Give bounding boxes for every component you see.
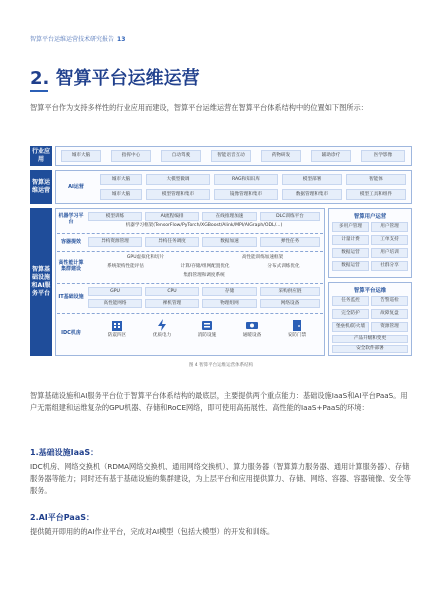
architecture-diagram xyxy=(30,146,412,370)
aiops-item: 城市大脑 xyxy=(100,189,142,200)
divider xyxy=(57,251,323,252)
it-item: CPU xyxy=(145,287,199,296)
user-ops-item: 工单支持 xyxy=(371,235,408,245)
divider xyxy=(57,283,323,284)
intro-paragraph: 智算平台作为支持多样性的行业应用而建设，智算平台运维运营在智算平台体系结构中的位置如下图所示： xyxy=(30,103,368,112)
ml-tool: AI流程编排 xyxy=(145,212,199,221)
container-item: 弹性任务 xyxy=(260,237,320,247)
page-number: 13 xyxy=(117,36,126,43)
report-title: 智算平台运维运营技术研究报告 xyxy=(30,36,115,43)
ml-tool: 模型训练 xyxy=(88,212,142,221)
user-ops-item: 数据运营 xyxy=(332,261,369,271)
idc-item-label: 防震四区 xyxy=(107,333,127,338)
industry-item: 自动驾驶 xyxy=(161,150,201,162)
hpc-item: 集群管理和调度系统 xyxy=(183,273,225,278)
it-item: 存储 xyxy=(202,287,257,296)
divider xyxy=(57,233,323,234)
user-ops-item: 用户管理 xyxy=(371,222,408,232)
it-item: 裸机管理 xyxy=(145,299,199,308)
hpc-label: 高性能计算集群建设 xyxy=(58,260,84,272)
container-item: 数据加速 xyxy=(202,237,257,247)
idc-item xyxy=(235,319,269,338)
container-label: 容器提效 xyxy=(60,239,81,245)
idc-item-label: 安防门禁 xyxy=(287,333,307,338)
industry-item: 药物研发 xyxy=(261,150,301,162)
aiops-sublabel: AI运营 xyxy=(68,184,84,190)
hpc-item: 系统架构性能评估 xyxy=(107,264,144,269)
industry-item: 城市大脑 xyxy=(61,150,101,162)
container-item: 异构资源管理 xyxy=(88,237,142,247)
idc-item xyxy=(100,319,134,338)
idc-item-label: 消防设施 xyxy=(197,333,217,338)
idc-item-label: 优质电力 xyxy=(152,333,172,338)
user-ops-item: 用户培训 xyxy=(371,248,408,258)
building-icon xyxy=(110,319,124,331)
ml-tool: DLC训练平台 xyxy=(260,212,320,221)
container-item: 异构任务调度 xyxy=(145,237,199,247)
user-ops-item: 社群分享 xyxy=(371,261,408,271)
title-underline xyxy=(30,90,48,92)
industry-item: 医学影像 xyxy=(361,150,405,162)
section1-text: IDC机房、网络交换机（RDMA网络交换机、通用网络交换机）、算力服务器（智算算力服务器、通用计算服务器）、存储服务器等能力；同时还有基于基础设施的集群建设，为上层平台和应用提供算力、存储、网络、容器、容器镜像、安全等服务。 xyxy=(30,462,411,495)
aiops-item: 城市大脑 xyxy=(100,174,142,185)
section1-heading: 1.基础设施IaaS： xyxy=(30,448,99,457)
hvac-icon xyxy=(245,319,259,331)
it-item: 网络设备 xyxy=(260,299,320,308)
platform-ops-title: 智算平台运维 xyxy=(353,288,387,294)
platform-ops-item: 故障复盘 xyxy=(371,309,408,319)
idc-item xyxy=(190,319,224,338)
ml-frameworks: 机器学习框架(TensorFlow/PyTorch/XGBoost/Alink/MPI/AIGraph/ODL/...) xyxy=(125,223,283,228)
idc-label: IDC机房 xyxy=(61,330,81,336)
industry-item: 智能语音互动 xyxy=(211,150,251,162)
aiops-item: 模型管理和集市 xyxy=(146,189,210,200)
platform-ops-item: 完全防护 xyxy=(332,309,369,319)
ml-platform-label: 机器学习平台 xyxy=(58,213,84,225)
section2-heading: 2.AI平台PaaS： xyxy=(30,513,94,522)
it-infra-label: IT基础设施 xyxy=(58,294,84,300)
aiops-item: 智能体 xyxy=(346,174,406,185)
idc-item xyxy=(280,319,314,338)
platform-ops-item: 堡垒机/防火墙 xyxy=(332,322,369,332)
section-title: 2. 智算平台运维运营 xyxy=(30,68,200,89)
idc-item xyxy=(145,319,179,338)
body-paragraph: 智算基础设施和AI服务平台位于智算平台体系结构的最底层，主要提供两个重点能力：基础设施IaaS和AI平台PaaS。用户无需组建和运维复杂的GPU机器、存储和RoCE网络，即可使用高拓展性、高性能的IaaS+PaaS的环境： xyxy=(30,391,408,412)
section2-text: 提供随开即用的的AI作业平台，完成对AI模型（包括大模型）的开发和训练。 xyxy=(30,527,275,536)
industry-item: 指挥中心 xyxy=(111,150,151,162)
hpc-item: 高性能训练加速框架 xyxy=(241,255,284,260)
platform-ops-item: 任务监控 xyxy=(332,296,369,306)
it-item: GPU xyxy=(88,287,142,296)
platform-ops-item: 产品升级和变更 xyxy=(332,335,408,343)
aiops-row-label: 智算运维运营 xyxy=(30,170,52,204)
aiops-item: 大模型微调 xyxy=(146,174,210,185)
user-ops-title: 智算用户运营 xyxy=(353,214,387,220)
hpc-item: 计算/存储/组网配置优化 xyxy=(180,264,230,269)
platform-ops-item: 资源管理 xyxy=(371,322,408,332)
aiops-item: RAG和知识库 xyxy=(214,174,278,185)
industry-item: 辅助诊疗 xyxy=(311,150,351,162)
it-item: 物理组网 xyxy=(202,299,257,308)
ml-tool: 在线推理加速 xyxy=(202,212,257,221)
security-door-icon xyxy=(290,319,304,331)
hpc-item: 分布式训练优化 xyxy=(267,264,300,269)
user-ops-item: 计量计费 xyxy=(332,235,369,245)
fire-safety-icon xyxy=(200,319,214,331)
aiops-item: 数据管理和集市 xyxy=(282,189,342,200)
figure-caption: 图 4 智算平台运维运营体系结构 xyxy=(188,363,254,368)
industry-row-label: 行业应用 xyxy=(30,146,52,166)
platform-ops-item: 告警巡检 xyxy=(371,296,408,306)
aiops-item: 镜像管理和集市 xyxy=(214,189,278,200)
aiops-item: 模型工具和组件 xyxy=(346,189,406,200)
it-item: 采购供应链 xyxy=(260,287,320,296)
platform-ops-item: 安全软件部署 xyxy=(332,345,408,353)
power-icon xyxy=(155,319,169,331)
running-header xyxy=(30,34,125,43)
user-ops-item: 多用户管理 xyxy=(332,222,369,232)
idc-item-label: 通暖设备 xyxy=(242,333,262,338)
user-ops-item: 数据运营 xyxy=(332,248,369,258)
aiops-item: 模型部署 xyxy=(282,174,342,185)
divider xyxy=(57,313,323,314)
it-item: 高性能网络 xyxy=(88,299,142,308)
hpc-item: GPU虚拟化和切片 xyxy=(126,255,165,260)
base-row-label: 智算基础设施和AI服务平台 xyxy=(30,208,52,356)
